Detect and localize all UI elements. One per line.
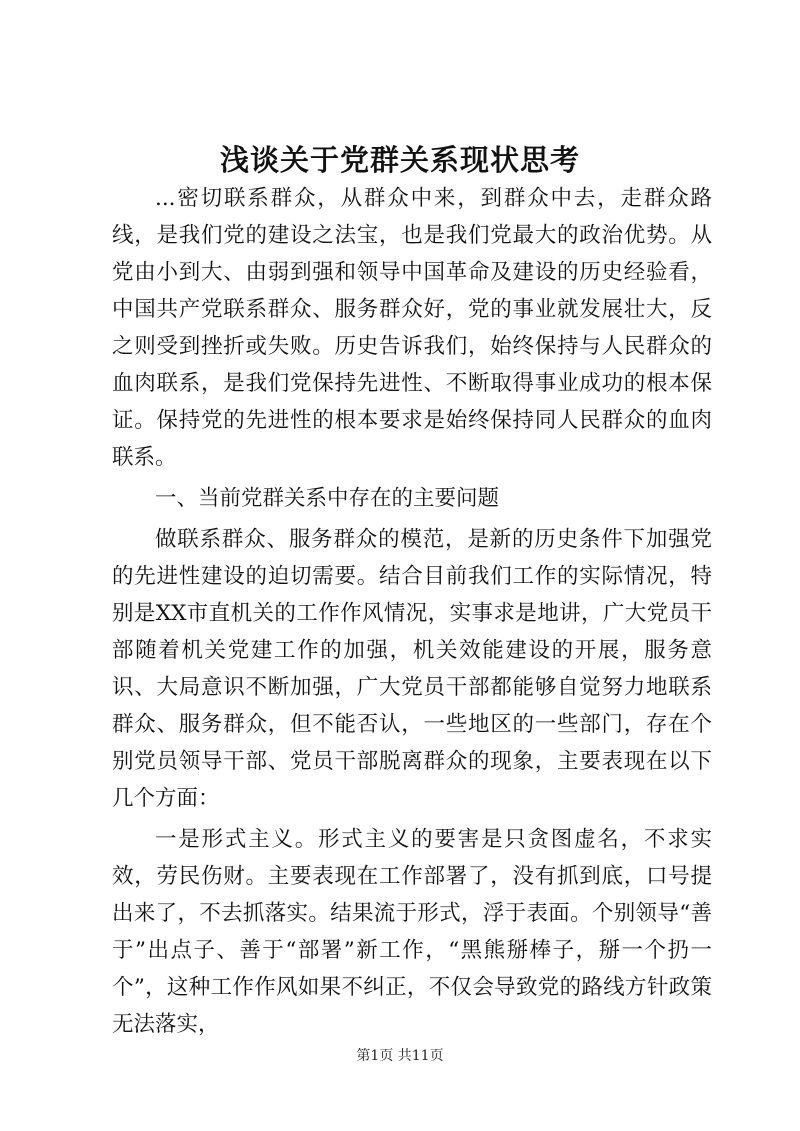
paragraph-intro: ...密切联系群众，从群众中来，到群众中去，走群众路线，是我们党的建设之法宝，也是我们党最大的政治优势。从党由小到大、由弱到强和领导中国革命及建设的历史经验看，中国共产党联系群众、服务群众好，党的事业就发展壮大，反之则受到挫折或失败。历史告诉我们，始终保持与人民群众的血肉联系，是我们党保持先进性、不断取得事业成功的根本保证。保持党的先进性的根本要求是始终保持同人民群众的血肉联系。 — [112, 186, 712, 470]
document-title: 浅谈关于党群关系现状思考 — [219, 143, 580, 177]
section-heading: 一、当前党群关系中存在的主要问题 — [155, 486, 500, 511]
page-number-footer: 第1页 共11页 — [356, 1048, 444, 1064]
paragraph-formalism: 一是形式主义。形式主义的要害是只贪图虚名，不求实效，劳民伤财。主要表现在工作部署了，没有抓到底，口号提出来了，不去抓落实。结果流于形式，浮于表面。个别领导“善于”出点子、善于“部署”新工作，“黑熊掰棒子，掰一个扔一个”，这种工作作风如果不纠正，不仅会导致党的路线方针政策无法落实， — [112, 827, 712, 1037]
paragraph-problems: 做联系群众、服务群众的模范，是新的历史条件下加强党的先进性建设的迫切需要。结合目前我们工作的实际情况，特别是XX市直机关的工作作风情况，实事求是地讲，广大党员干部随着机关党建工作的加强，机关效能建设的开展，服务意识、大局意识不断加强，广大党员干部都能够自觉努力地联系群众、服务群众，但不能否认，一些地区的一些部门，存在个别党员领导干部、党员干部脱离群众的现象，主要表现在以下几个方面： — [112, 527, 712, 811]
document-body — [112, 180, 712, 1047]
